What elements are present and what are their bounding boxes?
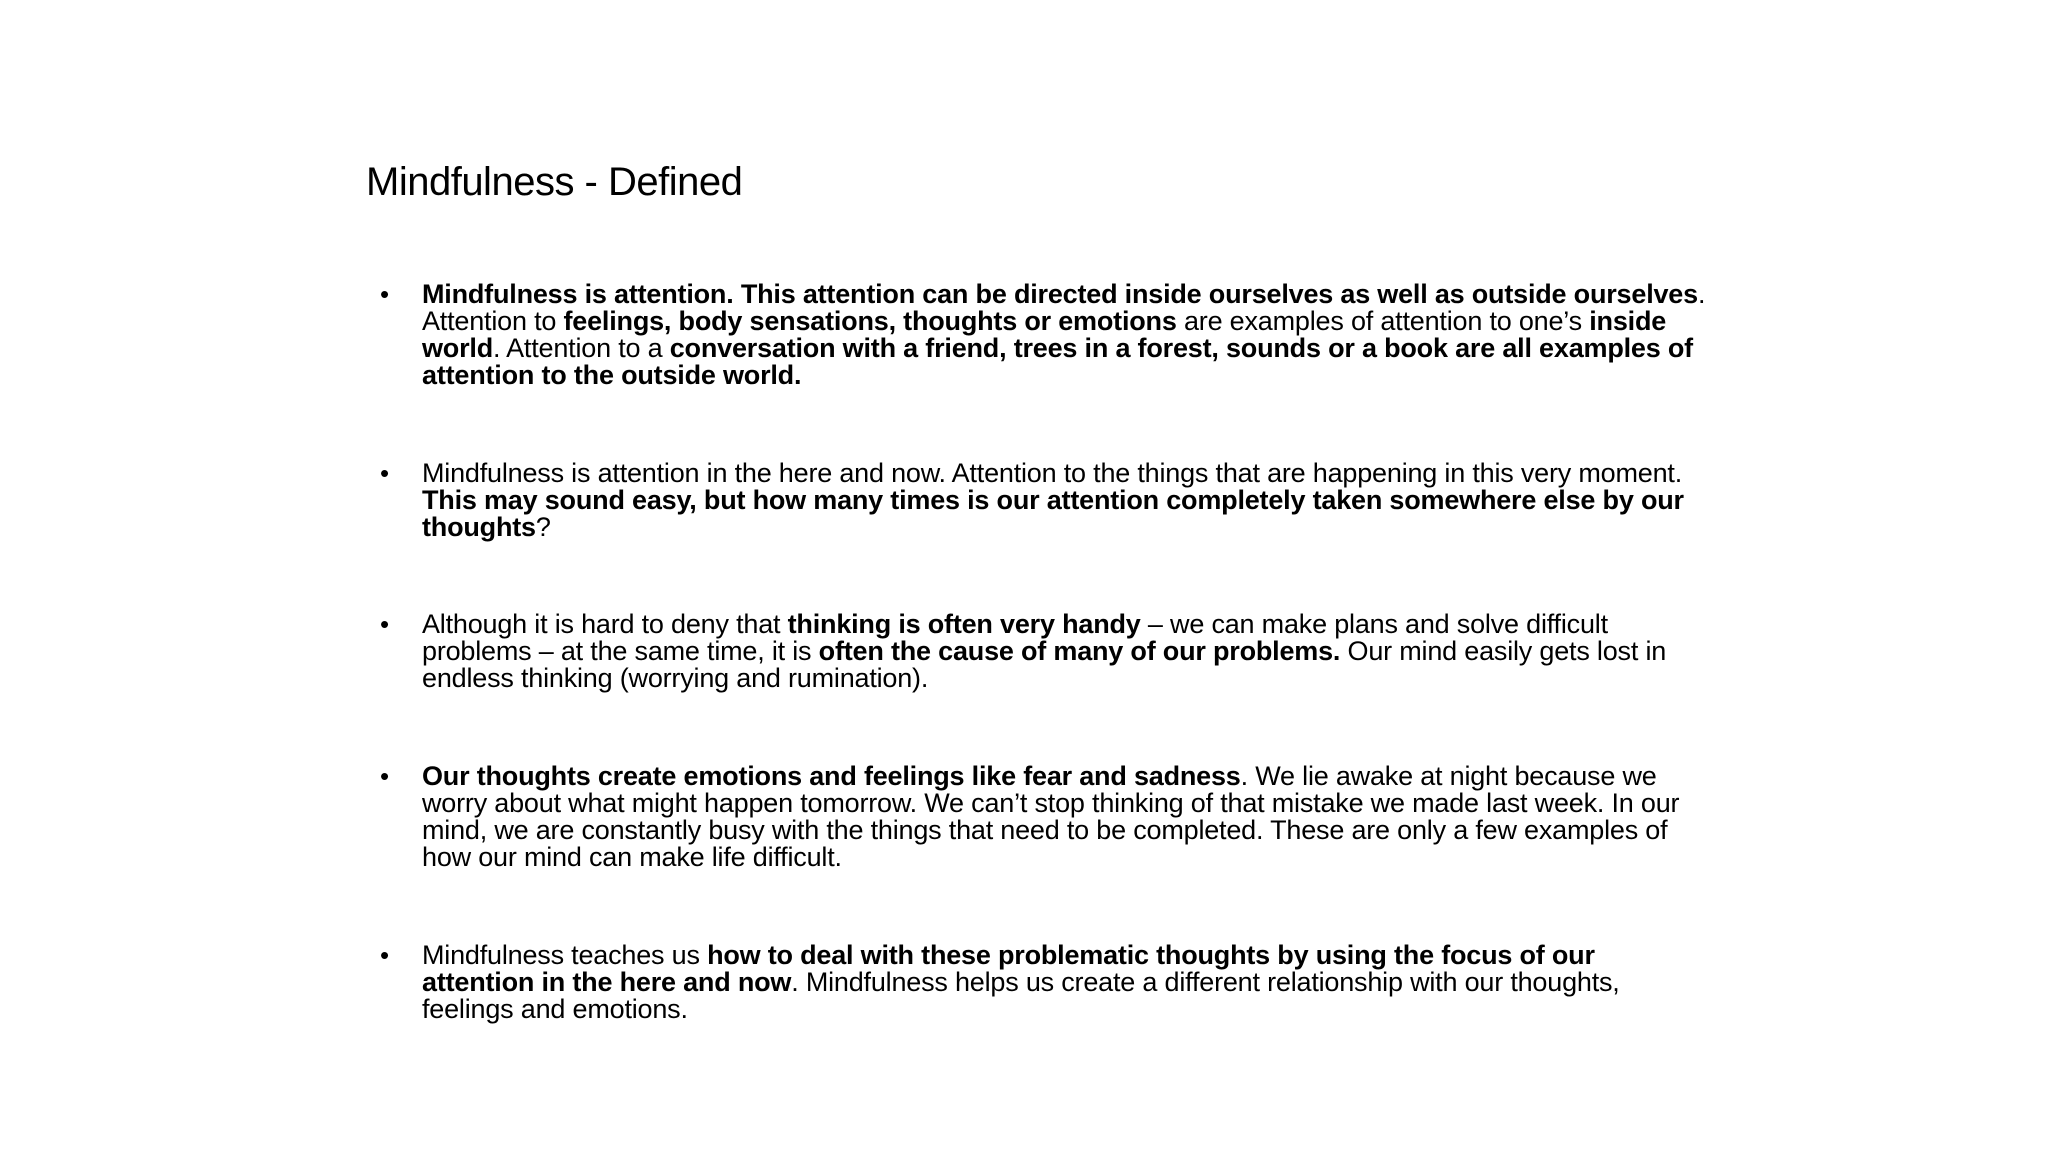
- bullet-text: [422, 460, 1706, 541]
- bullet-text-run: Although it is hard to deny that: [422, 609, 788, 639]
- bullet-text-bold: often the cause of many of our problems.: [818, 636, 1341, 666]
- bullet-text-run: are examples of attention to one’s: [1176, 306, 1590, 336]
- bullet-text-bold: Mindfulness is attention. This attention can be directed inside ourselves as well as outside ourselves: [422, 279, 1698, 309]
- bullet-text-run: Our mind easily gets lost in endless thinking (worrying and rumination).: [422, 636, 1667, 693]
- bullet-text-run: . We lie awake at night because we worry about what might happen tomorrow. We can’t stop thinking of that mistake we made last week. In our mind, we are constantly busy with the things that need to be completed. These are only a few examples of how our mind can make life difficult.: [422, 761, 1680, 872]
- bullet-dot-icon: •: [380, 940, 389, 970]
- bullet-item: [366, 763, 1706, 871]
- bullet-text-run: . Attention to: [422, 279, 1706, 336]
- bullet-dot-icon: •: [380, 609, 389, 639]
- bullet-text-run: . Attention to a: [493, 333, 670, 363]
- bullet-text-bold: inside world: [422, 306, 1667, 363]
- bullet-item: [366, 460, 1706, 541]
- bullet-text: [422, 611, 1706, 692]
- bullet-text: [422, 942, 1706, 1023]
- slide-title: Mindfulness - Defined: [366, 160, 743, 204]
- bullet-text-run: Mindfulness teaches us: [422, 940, 708, 970]
- bullet-item: [366, 281, 1706, 389]
- bullet-text-run: Mindfulness is attention in the here and now. Attention to the things that are happening in this very moment.: [422, 458, 1683, 488]
- bullet-text-bold: feelings, body sensations, thoughts or emotions: [563, 306, 1177, 336]
- bullet-text-run: . Mindfulness helps us create a different relationship with our thoughts, feelings and emotions.: [422, 967, 1620, 1024]
- bullet-text-bold: thinking is often very handy: [787, 609, 1141, 639]
- bullet-text-bold: conversation with a friend, trees in a forest, sounds or a book are all examples of attention to the outside world.: [422, 333, 1693, 390]
- bullet-text-bold: how to deal with these problematic thoughts by using the focus of our attention in the here and now: [422, 940, 1595, 997]
- bullet-item: [366, 942, 1706, 1023]
- bullet-item: [366, 611, 1706, 692]
- bullet-text-bold: Our thoughts create emotions and feelings like fear and sadness: [422, 761, 1241, 791]
- bullet-text-bold: This may sound easy, but how many times is our attention completely taken somewhere else by our thoughts: [422, 485, 1684, 542]
- bullet-text: [422, 763, 1706, 871]
- bullet-dot-icon: •: [380, 279, 389, 309]
- bullet-dot-icon: •: [380, 458, 389, 488]
- bullet-text-run: ?: [535, 512, 551, 542]
- bullet-dot-icon: •: [380, 761, 389, 791]
- bullet-text: [422, 281, 1706, 389]
- bullet-text-run: – we can make plans and solve difficult problems – at the same time, it is: [422, 609, 1608, 666]
